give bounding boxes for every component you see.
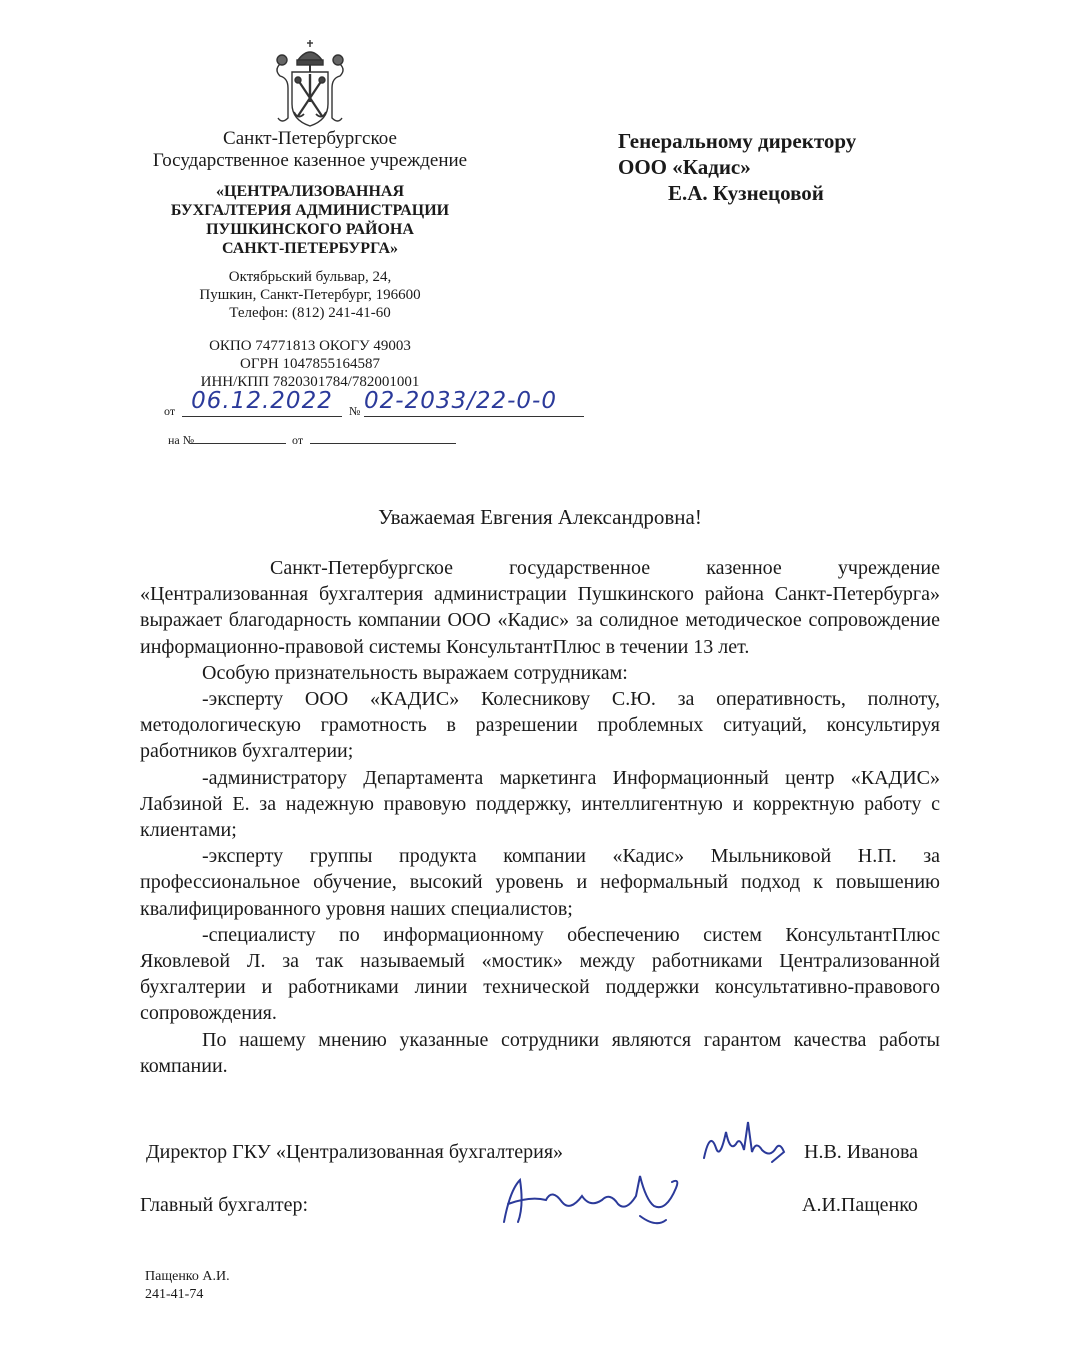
director-title: Директор ГКУ «Централизованная бухгалтерия» bbox=[146, 1141, 564, 1163]
ogrn-line: ОГРН 1047855164587 bbox=[240, 356, 380, 372]
chief-accountant-name: А.И.Пащенко bbox=[802, 1194, 918, 1216]
date-label: от bbox=[164, 404, 176, 418]
org-name-line: ПУШКИНСКОГО РАЙОНА bbox=[206, 221, 414, 238]
org-name bbox=[150, 182, 470, 258]
body-paragraph: -администратору Департамента маркетинга Информационный центр «КАДИС» Лабзиной Е. за надежную правовую поддержку, интеллигентную и корректную работу с клиентами; bbox=[140, 766, 940, 842]
director-name: Н.В. Иванова bbox=[804, 1141, 919, 1163]
org-name-line: «ЦЕНТРАЛИЗОВАННАЯ bbox=[216, 183, 404, 200]
org-name-line: БУХГАЛТЕРИЯ АДМИНИСТРАЦИИ bbox=[170, 202, 450, 219]
outgoing-number: 02-2033/22-0-0 bbox=[364, 388, 584, 417]
body-paragraph: -эксперту ООО «КАДИС» Колесникову С.Ю. за оперативность, полноту, методологическую грамотность в разрешении проблемных ситуаций, консультируя работников бухгалтерии; bbox=[140, 688, 940, 763]
address-line-1: Октябрьский бульвар, 24, bbox=[228, 269, 392, 285]
director-signature-icon bbox=[700, 1118, 790, 1168]
okpo-line: ОКПО 74771813 ОКОГУ 49003 bbox=[209, 338, 411, 354]
body-paragraph: По нашему мнению указанные сотрудники являются гарантом качества работы компании. bbox=[140, 1028, 940, 1077]
executor-name: Пащенко А.И. bbox=[145, 1269, 230, 1284]
letter-body bbox=[140, 555, 940, 1079]
address-line-2: Пушкин, Санкт-Петербург, 196600 bbox=[199, 287, 421, 303]
addressee-line-3: Е.А. Кузнецовой bbox=[668, 181, 824, 205]
reply-date-label: от bbox=[292, 433, 304, 447]
addressee-line-1: Генеральному директору bbox=[618, 129, 857, 153]
org-line-1: Санкт-Петербургское bbox=[223, 128, 397, 149]
reply-number-label: на № bbox=[168, 433, 195, 447]
inn-line: ИНН/КПП 7820301784/782001001 bbox=[200, 374, 420, 390]
org-line-2: Государственное казенное учреждение bbox=[152, 150, 468, 171]
body-paragraph: -эксперту группы продукта компании «Кадис» Мыльниковой Н.П. за профессиональное обучение, высокий уровень и неформальный подход к повышению квалифицированного уровня наших специалистов; bbox=[140, 845, 940, 920]
st-petersburg-coat-of-arms-icon bbox=[272, 38, 348, 130]
body-paragraph: -специалисту по информационному обеспечению систем КонсультантПлюс Яковлевой Л. за так называемый «мостик» между работниками Централизованной бухгалтерии и работниками линии технической поддержки консультативно-правового сопровождения. bbox=[140, 923, 940, 1025]
addressee-line-2: ООО «Кадис» bbox=[618, 155, 751, 179]
phone-line: Телефон: (812) 241-41-60 bbox=[229, 305, 391, 321]
reply-number-blank bbox=[190, 443, 286, 444]
body-paragraph: Особую признательность выражаем сотрудникам: bbox=[202, 661, 628, 684]
reply-date-blank bbox=[310, 443, 456, 444]
executor-phone: 241-41-74 bbox=[145, 1287, 204, 1302]
outgoing-date: 06.12.2022 bbox=[182, 388, 342, 417]
chief-accountant-signature-icon bbox=[490, 1166, 690, 1236]
org-name-line: САНКТ-ПЕТЕРБУРГА» bbox=[221, 240, 399, 257]
chief-accountant-title: Главный бухгалтер: bbox=[140, 1194, 309, 1216]
number-label: № bbox=[349, 404, 361, 418]
salutation: Уважаемая Евгения Александровна! bbox=[378, 505, 702, 529]
body-paragraph: Санкт-Петербургское государственное казенное учреждение «Централизованная бухгалтерия администрации Пушкинского района Санкт-Петербурга» выражает благодарность компании ООО «Кадис» за солидное методическое сопровождение информационно-правовой системы КонсультантПлюс в течении 13 лет. bbox=[140, 557, 940, 658]
